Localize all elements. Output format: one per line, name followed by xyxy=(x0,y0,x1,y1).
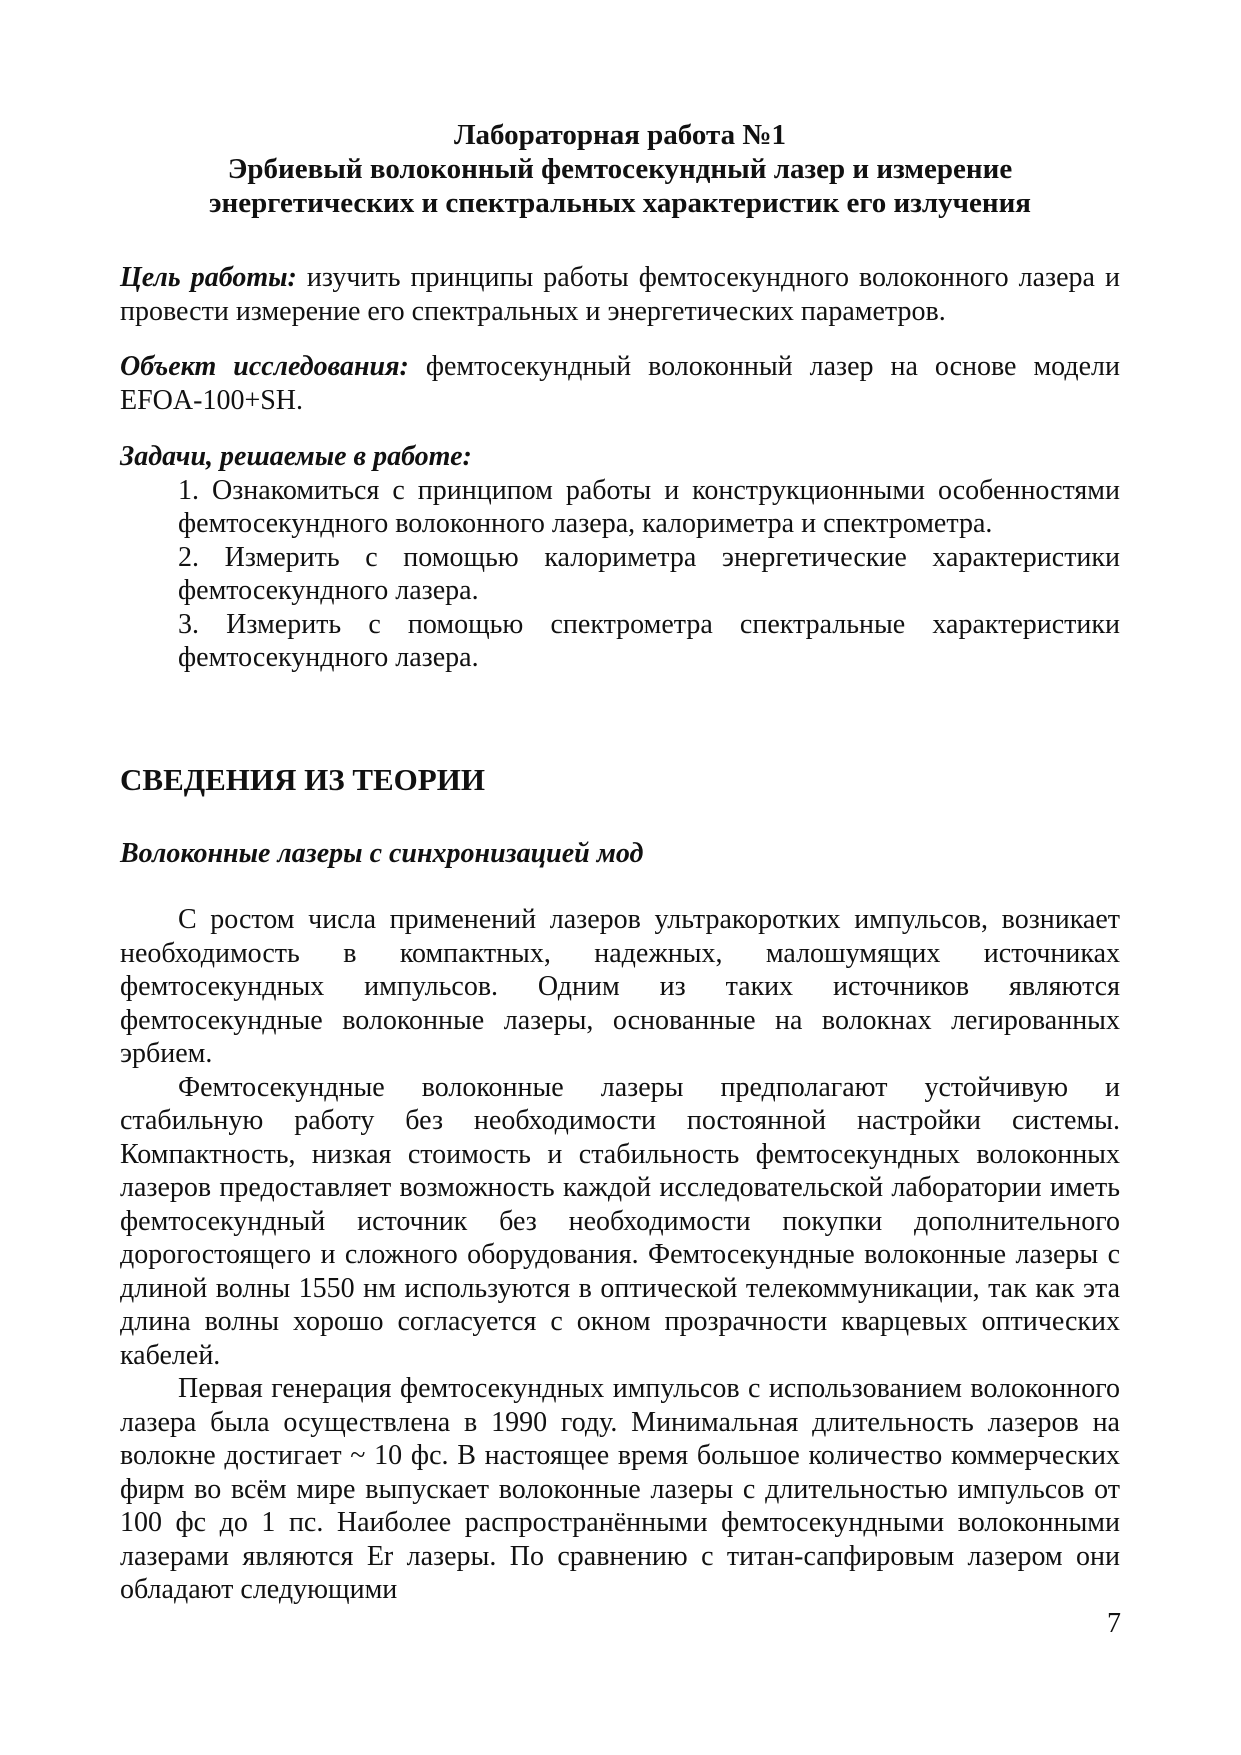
object-paragraph xyxy=(120,350,1120,417)
goal-label: Цель работы: xyxy=(120,262,297,293)
body-paragraph: Фемтосекундные волоконные лазеры предполагают устойчивую и стабильную работу без необходимости постоянной настройки системы. Компактность, низкая стоимость и стабильность фемтосекундных волоконных лазеров предоставляет возможность каждой исследовательской лаборатории иметь фемтосекундный источник без необходимости покупки дополнительного дорогостоящего и сложного оборудования. Фемтосекундные волоконные лазеры с длиной волны 1550 нм используются в оптической телекоммуникации, так как эта длина волны хорошо согласуется с окном прозрачности кварцевых оптических кабелей. xyxy=(120,1071,1120,1371)
title-line-3: энергетических и спектральных характеристик его излучения xyxy=(208,187,1031,219)
body-text xyxy=(120,903,1120,1607)
task-item: 1. Ознакомиться с принципом работы и конструкционными особенностями фемтосекундного волоконного лазера, калориметра и спектрометра. xyxy=(178,474,1120,539)
tasks-list xyxy=(120,474,1120,675)
tasks-block xyxy=(120,440,1120,675)
body-paragraph: Первая генерация фемтосекундных импульсов с использованием волоконного лазера была осуществлена в 1990 году. Минимальная длительность лазеров на волокне достигает ~ 10 фс. В настоящее время большое количество коммерческих фирм во всём мире выпускает волоконные лазеры с длительностью импульсов от 100 фс до 1 пс. Наиболее распространёнными фемтосекундными волоконными лазерами являются Er лазеры. По сравнению с титан-сапфировым лазером они обладают следующими xyxy=(120,1373,1120,1605)
object-label: Объект исследования: xyxy=(120,351,409,382)
body-paragraph: С ростом числа применений лазеров ультракоротких импульсов, возникает необходимость в компактных, надежных, малошумящих источниках фемтосекундных импульсов. Одним из таких источников являются фемтосекундные волоконные лазеры, основанные на волокнах легированных эрбием. xyxy=(120,904,1120,1069)
goal-paragraph xyxy=(120,261,1120,328)
page-number: 7 xyxy=(1107,1608,1121,1639)
object-text: фемтосекундный волоконный лазер на основе модели EFOA-100+SH. xyxy=(120,351,1120,416)
tasks-label: Задачи, решаемые в работе: xyxy=(120,441,472,472)
task-item: 3. Измерить с помощью спектрометра спектральные характеристики фемтосекундного лазера. xyxy=(178,608,1120,673)
document-title xyxy=(120,118,1120,220)
title-line-2: Эрбиевый волоконный фемтосекундный лазер и измерение xyxy=(227,153,1013,185)
goal-text: изучить принципы работы фемтосекундного волоконного лазера и провести измерение его спектральных и энергетических параметров. xyxy=(120,262,1121,327)
title-line-1: Лабораторная работа №1 xyxy=(453,119,787,151)
section-subheading: Волоконные лазеры с синхронизацией мод xyxy=(120,838,644,869)
section-heading: СВЕДЕНИЯ ИЗ ТЕОРИИ xyxy=(120,762,485,797)
task-item: 2. Измерить с помощью калориметра энергетические характеристики фемтосекундного лазера. xyxy=(178,541,1120,606)
